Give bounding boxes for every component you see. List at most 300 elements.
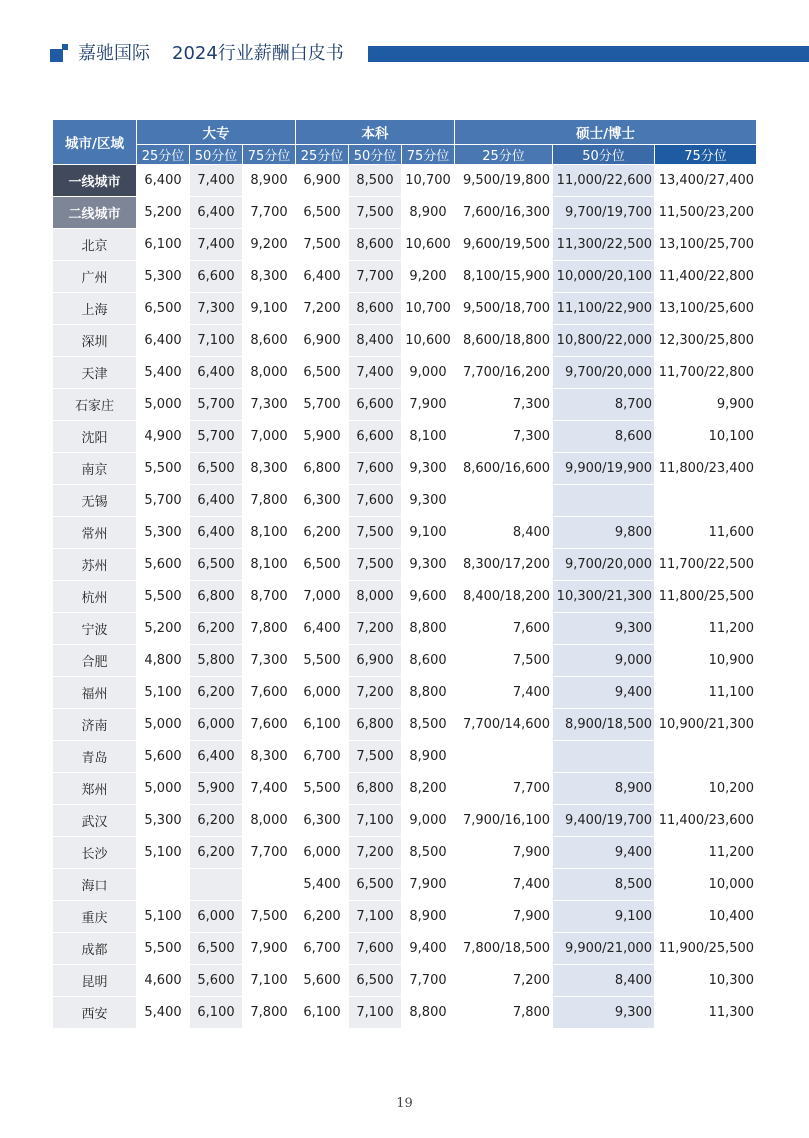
value-cell: 5,700 [137,485,190,517]
value-cell: 6,400 [190,197,243,229]
city-cell: 重庆 [53,901,137,933]
value-cell: 7,500 [349,741,402,773]
value-cell: 6,500 [137,293,190,325]
value-cell: 5,400 [296,869,349,901]
value-cell: 7,200 [296,293,349,325]
table-row [53,933,757,965]
value-cell: 8,200 [402,773,455,805]
value-cell: 12,300/25,800 [655,325,757,357]
value-cell: 8,100 [243,549,296,581]
value-cell: 8,600 [349,229,402,261]
value-cell: 9,300 [402,485,455,517]
value-cell: 8,300 [243,261,296,293]
value-cell: 10,700 [402,165,455,197]
value-cell: 10,400 [655,901,757,933]
value-cell: 9,200 [402,261,455,293]
corner-header: 城市/区域 [53,120,137,165]
table-row [53,997,757,1029]
value-cell: 5,400 [137,357,190,389]
percentile-header: 50分位 [349,145,402,165]
value-cell [243,869,296,901]
value-cell: 8,800 [402,997,455,1029]
table-row [53,389,757,421]
value-cell: 8,000 [243,357,296,389]
value-cell: 7,100 [349,997,402,1029]
value-cell: 11,700/22,500 [655,549,757,581]
value-cell: 6,300 [296,805,349,837]
value-cell: 9,300 [402,453,455,485]
value-cell: 9,100 [402,517,455,549]
value-cell: 6,800 [349,709,402,741]
value-cell: 6,200 [190,837,243,869]
value-cell: 6,200 [190,677,243,709]
value-cell: 7,800/18,500 [455,933,553,965]
city-cell: 宁波 [53,613,137,645]
city-cell: 深圳 [53,325,137,357]
value-cell: 6,800 [349,773,402,805]
table-row [53,645,757,677]
value-cell: 5,300 [137,261,190,293]
value-cell: 7,200 [349,613,402,645]
value-cell: 7,400 [349,357,402,389]
value-cell: 6,400 [296,261,349,293]
value-cell: 6,500 [296,197,349,229]
value-cell [190,869,243,901]
city-cell: 杭州 [53,581,137,613]
table-row [53,485,757,517]
value-cell: 7,700 [349,261,402,293]
value-cell: 7,400 [190,165,243,197]
value-cell: 5,100 [137,901,190,933]
city-cell: 上海 [53,293,137,325]
value-cell: 8,700 [553,389,655,421]
value-cell: 8,000 [349,581,402,613]
value-cell: 7,400 [455,677,553,709]
value-cell: 8,100 [402,421,455,453]
value-cell: 13,400/27,400 [655,165,757,197]
value-cell: 6,800 [296,453,349,485]
value-cell: 7,300 [190,293,243,325]
value-cell: 7,700 [243,837,296,869]
value-cell: 10,200 [655,773,757,805]
value-cell: 11,800/23,400 [655,453,757,485]
value-cell: 5,900 [296,421,349,453]
page-header [50,40,809,68]
value-cell: 8,900 [553,773,655,805]
city-cell: 北京 [53,229,137,261]
percentile-header: 75分位 [243,145,296,165]
value-cell: 11,700/22,800 [655,357,757,389]
city-cell: 常州 [53,517,137,549]
value-cell: 11,900/25,500 [655,933,757,965]
value-cell: 9,500/19,800 [455,165,553,197]
value-cell: 6,100 [137,229,190,261]
table-row [53,901,757,933]
value-cell: 8,400 [455,517,553,549]
city-cell: 天津 [53,357,137,389]
value-cell: 7,600 [243,677,296,709]
value-cell: 7,600 [349,485,402,517]
value-cell [553,741,655,773]
city-cell: 郑州 [53,773,137,805]
value-cell: 6,000 [190,709,243,741]
value-cell: 6,500 [190,453,243,485]
value-cell: 7,500 [455,645,553,677]
value-cell: 5,000 [137,389,190,421]
value-cell: 5,300 [137,517,190,549]
value-cell: 10,900 [655,645,757,677]
value-cell: 7,600 [243,709,296,741]
value-cell: 7,100 [349,805,402,837]
value-cell: 11,200 [655,837,757,869]
value-cell [655,741,757,773]
table-row [53,261,757,293]
value-cell: 6,500 [349,965,402,997]
table-row [53,549,757,581]
value-cell: 6,200 [296,901,349,933]
value-cell [137,869,190,901]
city-cell: 合肥 [53,645,137,677]
value-cell: 10,000/20,100 [553,261,655,293]
value-cell: 6,800 [190,581,243,613]
value-cell: 10,900/21,300 [655,709,757,741]
page-number: 19 [396,1096,413,1111]
value-cell: 5,600 [190,965,243,997]
value-cell: 6,600 [349,389,402,421]
percentile-header: 75分位 [402,145,455,165]
value-cell: 10,100 [655,421,757,453]
value-cell: 8,800 [402,613,455,645]
city-cell: 成都 [53,933,137,965]
table-row [53,453,757,485]
city-cell: 一线城市 [53,165,137,197]
value-cell: 9,900/19,900 [553,453,655,485]
value-cell: 5,000 [137,709,190,741]
value-cell: 7,900 [243,933,296,965]
value-cell: 7,500 [349,549,402,581]
value-cell: 7,500 [349,517,402,549]
city-cell: 武汉 [53,805,137,837]
value-cell: 6,500 [296,357,349,389]
value-cell: 7,400 [190,229,243,261]
value-cell: 6,400 [296,613,349,645]
value-cell: 7,600 [349,933,402,965]
value-cell: 7,800 [455,997,553,1029]
value-cell: 7,500 [296,229,349,261]
city-cell: 长沙 [53,837,137,869]
table-row [53,421,757,453]
city-cell: 无锡 [53,485,137,517]
value-cell: 8,600/16,600 [455,453,553,485]
value-cell: 7,700/14,600 [455,709,553,741]
city-cell: 济南 [53,709,137,741]
value-cell: 5,100 [137,677,190,709]
value-cell: 7,800 [243,997,296,1029]
percentile-header: 50分位 [190,145,243,165]
value-cell: 6,400 [190,357,243,389]
value-cell: 6,900 [349,645,402,677]
value-cell: 6,500 [190,933,243,965]
value-cell: 4,800 [137,645,190,677]
city-cell: 昆明 [53,965,137,997]
table-row [53,517,757,549]
value-cell: 5,700 [296,389,349,421]
value-cell: 9,300 [553,613,655,645]
table-row [53,357,757,389]
value-cell: 13,100/25,700 [655,229,757,261]
group-header-dazhuan: 大专 [137,120,296,145]
value-cell: 7,300 [455,421,553,453]
value-cell: 8,300 [243,453,296,485]
value-cell: 7,200 [349,677,402,709]
table-row [53,741,757,773]
value-cell: 8,900 [402,741,455,773]
table-row [53,613,757,645]
value-cell: 9,700/20,000 [553,549,655,581]
value-cell: 11,300/22,500 [553,229,655,261]
value-cell: 5,500 [137,453,190,485]
value-cell: 7,700 [455,773,553,805]
value-cell: 13,100/25,600 [655,293,757,325]
value-cell: 7,900 [455,837,553,869]
city-cell: 南京 [53,453,137,485]
value-cell: 10,700 [402,293,455,325]
value-cell: 5,500 [296,773,349,805]
value-cell: 8,100 [243,517,296,549]
value-cell: 8,800 [402,677,455,709]
value-cell: 5,600 [296,965,349,997]
value-cell: 9,000 [553,645,655,677]
value-cell: 8,400 [553,965,655,997]
value-cell: 7,400 [455,869,553,901]
value-cell: 5,500 [296,645,349,677]
table-row [53,869,757,901]
value-cell: 8,700 [243,581,296,613]
value-cell: 9,100 [553,901,655,933]
value-cell: 7,600/16,300 [455,197,553,229]
value-cell: 6,000 [296,677,349,709]
value-cell: 9,100 [243,293,296,325]
value-cell: 9,300 [402,549,455,581]
value-cell: 5,500 [137,581,190,613]
percentile-header: 50分位 [553,145,655,165]
value-cell: 8,600/18,800 [455,325,553,357]
value-cell: 5,700 [190,389,243,421]
logo-icon [50,44,68,62]
value-cell: 8,900/18,500 [553,709,655,741]
value-cell: 8,000 [243,805,296,837]
value-cell: 7,400 [243,773,296,805]
value-cell: 6,000 [190,901,243,933]
city-cell: 二线城市 [53,197,137,229]
value-cell: 6,100 [296,997,349,1029]
value-cell: 7,300 [455,389,553,421]
value-cell: 6,400 [137,325,190,357]
value-cell: 11,400/22,800 [655,261,757,293]
value-cell: 8,600 [402,645,455,677]
table-body [53,165,757,1029]
value-cell: 5,900 [190,773,243,805]
value-cell: 7,800 [243,485,296,517]
value-cell: 11,300 [655,997,757,1029]
value-cell: 7,900 [455,901,553,933]
value-cell: 8,900 [243,165,296,197]
percentile-header: 25分位 [455,145,553,165]
value-cell: 10,800/22,000 [553,325,655,357]
value-cell: 6,500 [190,549,243,581]
value-cell: 11,000/22,600 [553,165,655,197]
city-cell: 海口 [53,869,137,901]
value-cell: 6,400 [137,165,190,197]
value-cell: 6,900 [296,325,349,357]
value-cell: 9,700/19,700 [553,197,655,229]
value-cell: 9,200 [243,229,296,261]
value-cell: 6,700 [296,933,349,965]
table-row [53,197,757,229]
value-cell: 7,700 [402,965,455,997]
value-cell: 8,900 [402,197,455,229]
city-cell: 广州 [53,261,137,293]
value-cell: 7,900 [402,389,455,421]
value-cell: 6,100 [296,709,349,741]
value-cell: 6,200 [190,613,243,645]
value-cell: 5,700 [190,421,243,453]
value-cell: 6,400 [190,485,243,517]
value-cell: 6,700 [296,741,349,773]
value-cell: 8,400 [349,325,402,357]
value-cell: 8,600 [553,421,655,453]
percentile-header: 25分位 [137,145,190,165]
value-cell: 9,400/19,700 [553,805,655,837]
value-cell: 7,500 [243,901,296,933]
value-cell: 8,300 [243,741,296,773]
city-cell: 西安 [53,997,137,1029]
value-cell: 9,400 [553,837,655,869]
value-cell: 9,600 [402,581,455,613]
value-cell: 10,600 [402,229,455,261]
value-cell: 8,500 [349,165,402,197]
value-cell: 6,900 [296,165,349,197]
value-cell [455,741,553,773]
value-cell: 9,400 [553,677,655,709]
value-cell [553,485,655,517]
value-cell: 5,200 [137,197,190,229]
value-cell: 7,700/16,200 [455,357,553,389]
value-cell: 11,400/23,600 [655,805,757,837]
table-row [53,293,757,325]
value-cell: 8,100/15,900 [455,261,553,293]
value-cell: 9,300 [553,997,655,1029]
value-cell: 4,600 [137,965,190,997]
city-cell: 沈阳 [53,421,137,453]
company-name: 嘉驰国际 [78,43,150,64]
value-cell: 9,900 [655,389,757,421]
value-cell: 6,500 [296,549,349,581]
table-row [53,325,757,357]
value-cell: 8,400/18,200 [455,581,553,613]
value-cell: 7,000 [243,421,296,453]
value-cell: 5,000 [137,773,190,805]
value-cell: 9,000 [402,357,455,389]
value-cell: 6,000 [296,837,349,869]
value-cell: 11,100/22,900 [553,293,655,325]
value-cell: 7,900 [402,869,455,901]
value-cell: 9,000 [402,805,455,837]
group-header-shuoshi-boshi: 硕士/博士 [455,120,757,145]
value-cell: 8,500 [402,709,455,741]
table-row [53,677,757,709]
value-cell: 8,600 [349,293,402,325]
city-cell: 苏州 [53,549,137,581]
table-row [53,837,757,869]
value-cell: 8,600 [243,325,296,357]
city-cell: 青岛 [53,741,137,773]
value-cell: 6,200 [296,517,349,549]
table-row [53,965,757,997]
value-cell: 6,100 [190,997,243,1029]
value-cell: 6,200 [190,805,243,837]
value-cell: 6,400 [190,517,243,549]
value-cell: 8,900 [402,901,455,933]
value-cell: 6,600 [349,421,402,453]
table-row [53,165,757,197]
value-cell: 6,300 [296,485,349,517]
value-cell: 9,700/20,000 [553,357,655,389]
value-cell: 10,600 [402,325,455,357]
value-cell: 10,300/21,300 [553,581,655,613]
value-cell: 7,100 [190,325,243,357]
value-cell: 5,300 [137,805,190,837]
value-cell: 7,200 [349,837,402,869]
value-cell: 7,100 [349,901,402,933]
value-cell: 10,300 [655,965,757,997]
value-cell: 9,600/19,500 [455,229,553,261]
value-cell: 7,700 [243,197,296,229]
value-cell: 11,600 [655,517,757,549]
city-cell: 石家庄 [53,389,137,421]
table-row [53,581,757,613]
value-cell: 6,600 [190,261,243,293]
value-cell: 4,900 [137,421,190,453]
value-cell: 5,600 [137,549,190,581]
group-header-benke: 本科 [296,120,455,145]
value-cell: 7,100 [243,965,296,997]
value-cell: 8,300/17,200 [455,549,553,581]
value-cell: 11,500/23,200 [655,197,757,229]
value-cell: 11,800/25,500 [655,581,757,613]
percentile-header: 25分位 [296,145,349,165]
value-cell: 7,200 [455,965,553,997]
value-cell: 9,500/18,700 [455,293,553,325]
value-cell: 5,800 [190,645,243,677]
table-row [53,709,757,741]
value-cell: 11,100 [655,677,757,709]
value-cell: 5,200 [137,613,190,645]
value-cell: 5,400 [137,997,190,1029]
value-cell: 7,300 [243,645,296,677]
value-cell: 9,800 [553,517,655,549]
header-bar [368,46,809,62]
value-cell [655,485,757,517]
value-cell: 5,600 [137,741,190,773]
value-cell [455,485,553,517]
value-cell: 8,500 [402,837,455,869]
value-cell: 7,500 [349,197,402,229]
table-row [53,773,757,805]
value-cell: 9,400 [402,933,455,965]
value-cell: 10,000 [655,869,757,901]
value-cell: 7,300 [243,389,296,421]
